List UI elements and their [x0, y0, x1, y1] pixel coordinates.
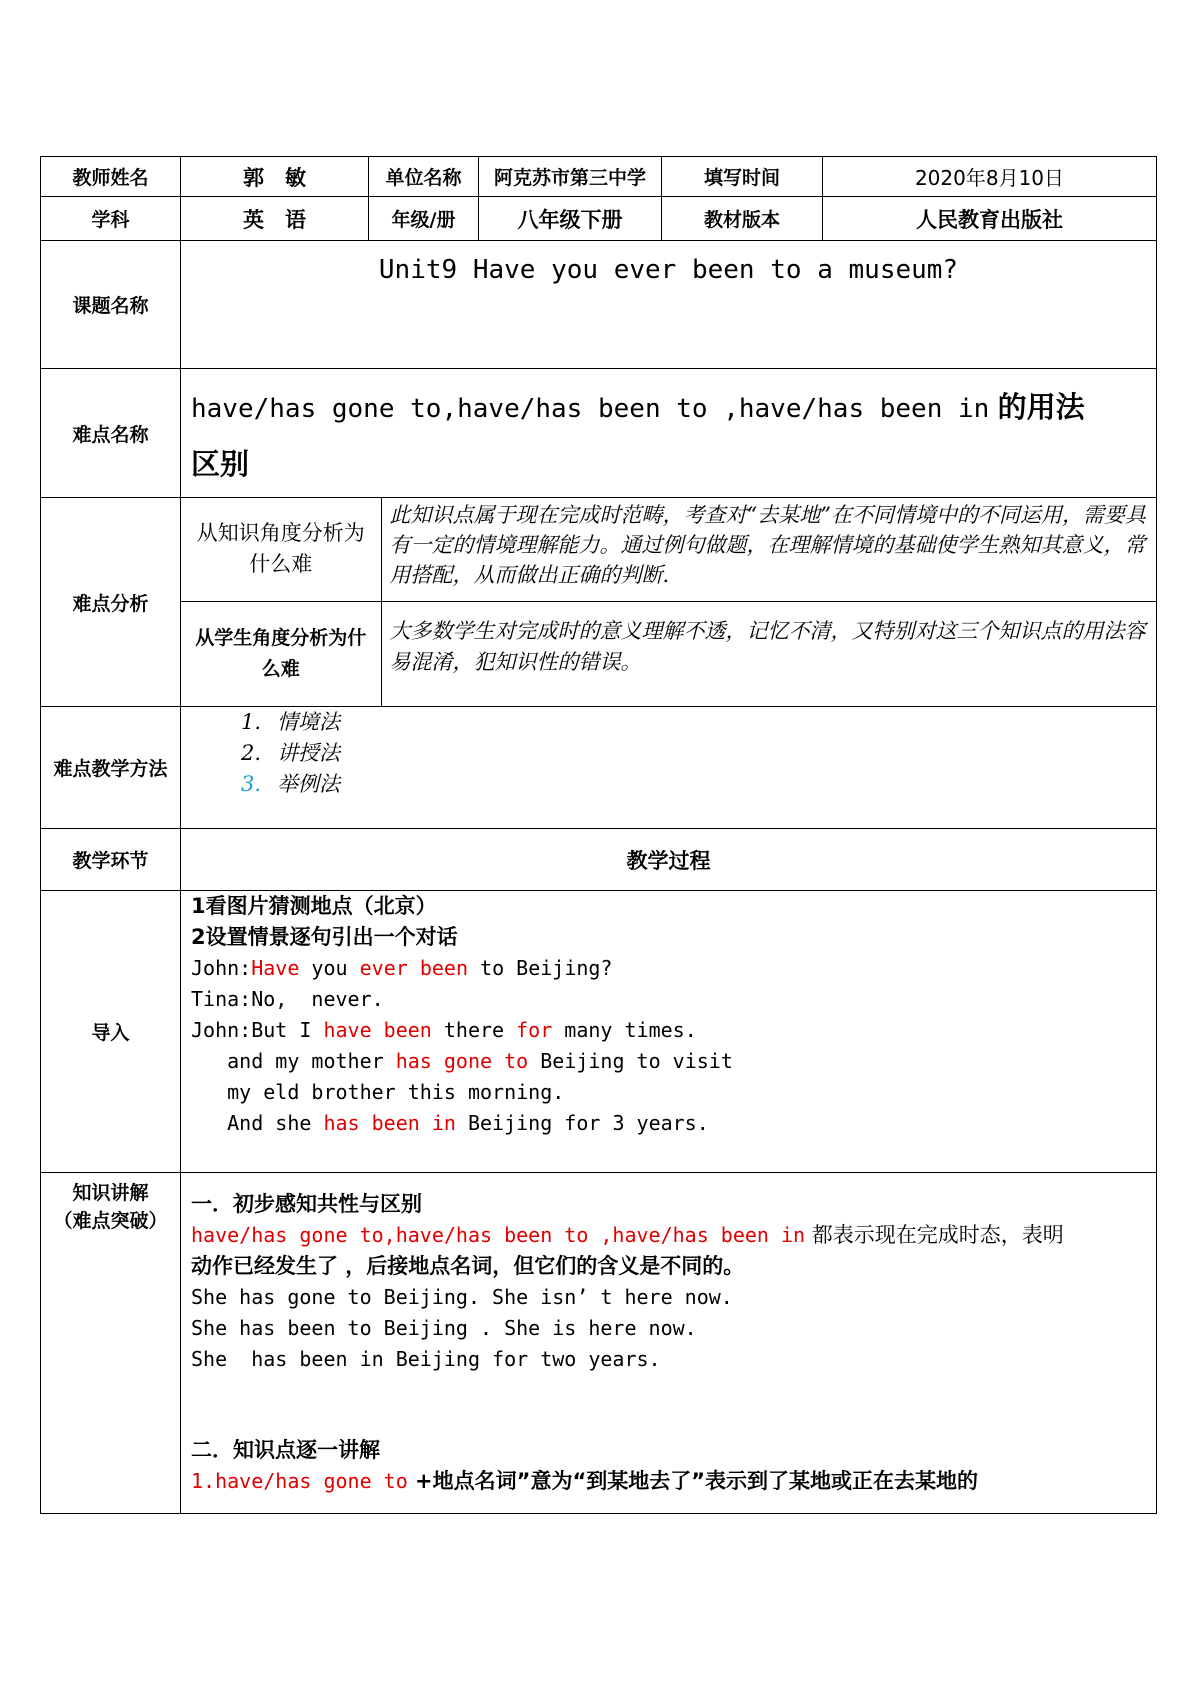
dialogue-highlight: has gone to	[395, 1049, 529, 1073]
textbook-value: 人民教育出版社	[823, 197, 1157, 241]
difficulty-label: 难点名称	[41, 369, 181, 498]
knowledge-row	[41, 1173, 1157, 1514]
dialogue-line-4	[191, 1046, 1146, 1077]
method-text: 举例法	[277, 772, 340, 796]
dialogue-highlight: for	[516, 1018, 553, 1042]
example-1: She has gone to Beijing. She isn’ t here now.	[191, 1285, 733, 1309]
header-row-1	[41, 157, 1157, 197]
dialogue-text: and my mother	[191, 1049, 396, 1073]
teacher-name: 郭 敏	[181, 157, 369, 197]
dialogue-text: you	[299, 956, 360, 980]
student-angle-text: 大多数学生对完成时的意义理解不透，记忆不清，又特别对这三个知识点的用法容易混淆，犯知识性的错误。	[381, 601, 1156, 706]
section-2-heading: 二．知识点逐一讲解	[191, 1438, 380, 1462]
methods-label: 难点教学方法	[41, 707, 181, 829]
para-text: 都表示现在完成时态，表明	[805, 1223, 1064, 1247]
dialogue-highlight: ever been	[359, 956, 468, 980]
difficulty-cell	[181, 369, 1157, 498]
example-3: She has been in Beijing for two years.	[191, 1347, 661, 1371]
teacher-label: 教师姓名	[41, 157, 181, 197]
lesson-plan-sheet	[40, 156, 1156, 1521]
unit-label: 单位名称	[369, 157, 479, 197]
section-2-para	[191, 1466, 1146, 1497]
method-text: 情境法	[277, 710, 340, 734]
dialogue-highlight: Have	[251, 956, 300, 980]
analysis-label: 难点分析	[41, 498, 181, 707]
header-row-2	[41, 197, 1157, 241]
knowledge-cell	[181, 1173, 1157, 1514]
textbook-label: 教材版本	[662, 197, 823, 241]
dialogue-line-5: my eld brother this morning.	[191, 1080, 565, 1104]
lesson-plan-table	[40, 156, 1157, 1514]
subject-label: 学科	[41, 197, 181, 241]
knowledge-angle-label: 从知识角度分析为什么难	[181, 498, 381, 601]
methods-cell	[181, 707, 1157, 829]
subject-value: 英 语	[181, 197, 369, 241]
method-text: 讲授法	[277, 741, 340, 765]
difficulty-row	[41, 369, 1157, 498]
analysis-row	[41, 498, 1157, 707]
intro-label: 导入	[41, 891, 181, 1173]
student-angle-label: 从学生角度分析为什么难	[181, 601, 381, 706]
phrases-highlight: have/has gone to,have/has been to ,have/has been in	[191, 1223, 806, 1247]
process-row	[41, 829, 1157, 891]
intro-step-2: 2设置情景逐句引出一个对话	[191, 925, 458, 949]
difficulty-diff: 区别	[191, 447, 250, 481]
dialogue-text: John:	[191, 956, 252, 980]
method-item	[241, 769, 1156, 800]
analysis-cell	[181, 498, 1157, 707]
dialogue-highlight: have been	[323, 1018, 432, 1042]
analysis-inner	[181, 498, 1156, 706]
time-label: 填写时间	[662, 157, 823, 197]
process-label: 教学环节	[41, 829, 181, 891]
example-2: She has been to Beijing . She is here now.	[191, 1316, 697, 1340]
topic-label: 课题名称	[41, 241, 181, 369]
method-number: 1.	[241, 710, 262, 734]
dialogue-text: to Beijing?	[467, 956, 613, 980]
section-1-heading: 一．初步感知共性与区别	[191, 1192, 422, 1216]
intro-step-1: 1看图片猜测地点（北京）	[191, 894, 437, 918]
topic-row	[41, 241, 1157, 369]
dialogue-text: John:But I	[191, 1018, 324, 1042]
intro-cell	[181, 891, 1157, 1173]
method-item	[241, 707, 1156, 738]
grade-value: 八年级下册	[479, 197, 662, 241]
dialogue-text: And she	[191, 1111, 324, 1135]
grade-label: 年级/册	[369, 197, 479, 241]
dialogue-text: Beijing to visit	[528, 1049, 733, 1073]
knowledge-sublabel: （难点突破）	[53, 1210, 168, 1232]
method-number: 3.	[241, 772, 262, 796]
dialogue-text: there	[431, 1018, 517, 1042]
topic-value: Unit9 Have you ever been to a museum?	[181, 241, 1157, 369]
dialogue-highlight: has been in	[323, 1111, 456, 1135]
dialogue-line-2: Tina:No, never.	[191, 987, 384, 1011]
difficulty-usage: 的用法	[997, 390, 1085, 424]
unit-name: 阿克苏市第三中学	[479, 157, 662, 197]
dialogue-line-1	[191, 953, 1146, 984]
methods-row	[41, 707, 1157, 829]
method-number: 2.	[241, 741, 262, 765]
knowledge-label: 知识讲解	[72, 1182, 149, 1204]
knowledge-label-cell	[41, 1173, 181, 1514]
method-item	[241, 738, 1156, 769]
section-1-para	[191, 1220, 1146, 1251]
dialogue-text: Beijing for 3 years.	[455, 1111, 709, 1135]
dialogue-text: many times.	[552, 1018, 697, 1042]
knowledge-angle-text: 此知识点属于现在完成时范畴，考查对“去某地”在不同情境中的不同运用，需要具有一定的情境理解能力。通过例句做题，在理解情境的基础使学生熟知其意义，常用搭配，从而做出正确的判断.	[381, 498, 1156, 601]
dialogue-line-3	[191, 1015, 1146, 1046]
phrase-highlight: 1.have/has gone to	[191, 1469, 408, 1493]
time-value: 2020年8月10日	[823, 157, 1157, 197]
process-value: 教学过程	[181, 829, 1157, 891]
section-1-para-line2: 动作已经发生了 ，后接地点名词，但它们的含义是不同的。	[191, 1254, 745, 1278]
para-text: +地点名词”意为“到某地去了”表示到了某地或正在去某地的	[407, 1469, 979, 1493]
difficulty-phrases: have/has gone to,have/has been to ,have/has been in	[191, 394, 990, 424]
intro-row	[41, 891, 1157, 1173]
dialogue-line-6	[191, 1108, 1146, 1139]
